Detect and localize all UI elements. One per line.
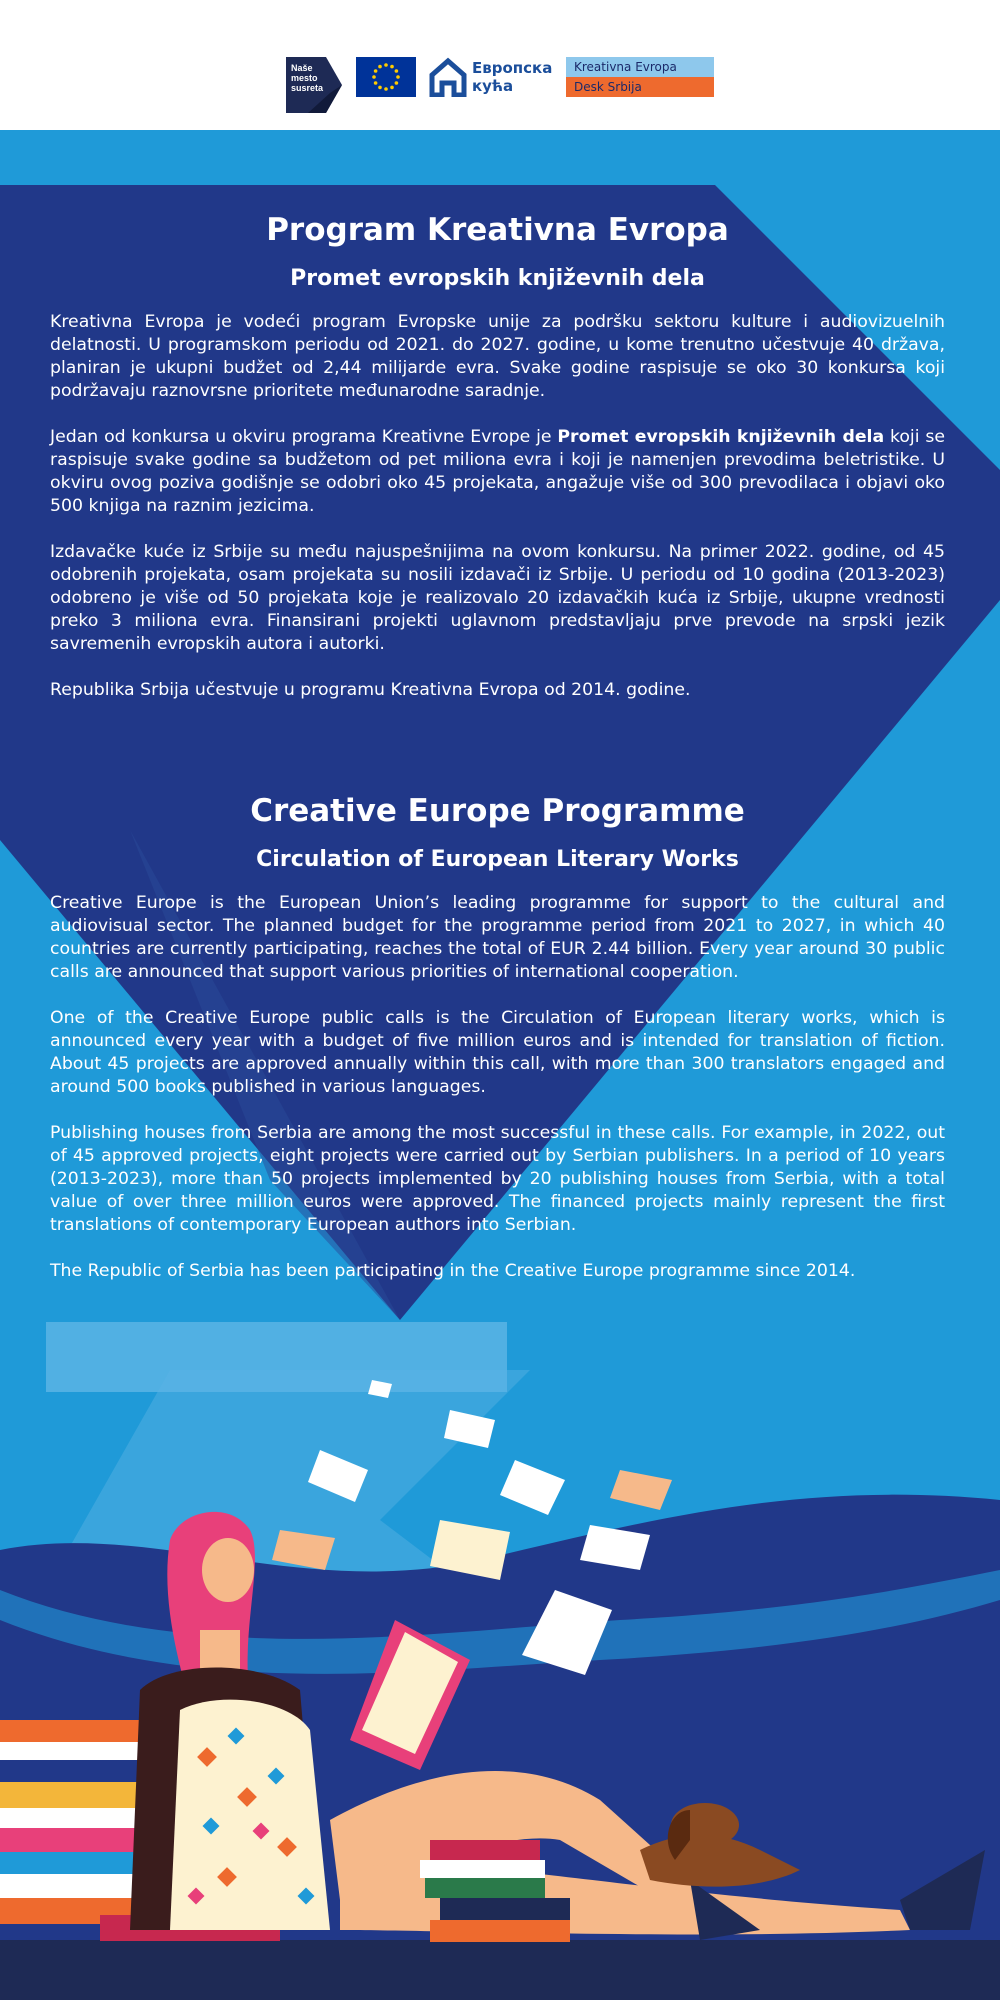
english-section: [50, 793, 945, 1283]
sr-p2-start: Jedan od konkursa u okviru programa Kreativne Evrope je: [50, 427, 558, 447]
eu-star: [374, 69, 378, 73]
sr-paragraph-3: Izdavačke kuće iz Srbije su među najuspešnijima na ovom konkursu. Na primer 2022. godine, od 45 odobrenih projekata, osam projekata su nosili izdavači iz Srbije. U periodu od 10 godina (2013-2023) odobreno je više od 50 projekata koje je realizovalo 20 izdavačkih kuća iz Srbije, ukupne vrednosti preko 3 miliona evra. Finansirani projekti uglavnom predstavljaju prve prevode na srpski jezik savremenih evropskih autora i autorki.: [50, 542, 945, 654]
eu-star: [384, 87, 388, 91]
en-paragraph-2: One of the Creative Europe public calls is the Circulation of European literary works, which is announced every year with a budget of five million euros and is intended for translation of fiction. About 45 projects are approved annually within this call, with more than 300 translators engaged and around 500 books published in various languages.: [50, 1008, 945, 1097]
en-paragraph-1: Creative Europe is the European Union’s leading programme for support to the cultural and audiovisual sector. The planned budget for the programme period from 2021 to 2027, in which 40 countries are currently participating, reaches the total of EUR 2.44 billion. Every year around 30 public calls are announced that support various priorities of international cooperation.: [50, 893, 945, 982]
eu-star: [378, 86, 382, 90]
kreativna-evropa-desk-logo: [566, 57, 714, 97]
evropska-kuca-logo: [428, 55, 553, 103]
sr-paragraph-2: [50, 426, 945, 518]
nase-mesto-susreta-logo: [286, 57, 342, 113]
evropska-kuca-text: Европска кућа: [472, 59, 553, 95]
sr-subtitle: Promet evropskih književnih dela: [290, 266, 705, 291]
ce-logo-line-1: Kreativna Evropa: [566, 57, 714, 77]
sr-p2-bold: Promet evropskih književnih dela: [557, 427, 885, 447]
logo-strip: [0, 55, 1000, 115]
nms-line-3: susreta: [291, 83, 324, 93]
eu-star: [372, 75, 376, 79]
nms-line-1: Naše: [291, 63, 313, 73]
sr-paragraph-1: Kreativna Evropa je vodeći program Evropske unije za podršku sektoru kulture i audiovizuelnih delatnosti. U programskom periodu od 2021. do 2027. godine, u kome trenutno učestvuje 40 država, planiran je ukupni budžet od 2,44 milijarde evra. Svake godine raspisuje se oko 30 konkursa koji podržavaju raznovrsne prioritete međunarodne saradnje.: [50, 312, 945, 401]
sr-paragraph-4: Republika Srbija učestvuje u programu Kreativna Evropa od 2014. godine.: [50, 680, 691, 700]
en-paragraph-3: Publishing houses from Serbia are among the most successful in these calls. For example, in 2022, out of 45 approved projects, eight projects were carried out by Serbian publishers. In a period of 10 years (2013-2023), more than 50 projects implemented by 20 publishing houses from Serbia, with a total value of over three million euros were approved. The financed projects mainly represent the first translations of contemporary European authors into Serbian.: [50, 1123, 945, 1235]
eu-star: [390, 65, 394, 69]
floor: [0, 1940, 1000, 2000]
serbian-section: [50, 212, 945, 702]
eu-star: [374, 81, 378, 85]
reading-woman-illustration: [0, 1370, 1000, 2000]
header-bar: [0, 0, 1000, 130]
eu-star: [378, 65, 382, 69]
sr-p2-end: koji se raspisuje svake godine sa budžetom od pet miliona evra i koji je namenjen prevodima beletristike. U okviru ovog poziva godišnje se odobri oko 45 projekata, angažuje više od 300 prevodilaca i objavi oko 500 knjiga na raznim jezicima.: [50, 427, 945, 516]
sr-title: Program Kreativna Evropa: [266, 212, 729, 248]
en-paragraph-4: The Republic of Serbia has been participating in the Creative Europe programme since 2014.: [50, 1261, 856, 1281]
eu-star: [384, 63, 388, 67]
ce-logo-line-2: Desk Srbija: [566, 77, 714, 97]
en-subtitle: Circulation of European Literary Works: [256, 847, 739, 872]
eu-star: [396, 75, 400, 79]
nms-line-2: mesto: [291, 73, 318, 83]
eu-star: [395, 81, 399, 85]
eu-star: [395, 69, 399, 73]
eu-flag-logo: [356, 57, 416, 97]
eu-star: [390, 86, 394, 90]
en-title: Creative Europe Programme: [250, 793, 745, 829]
